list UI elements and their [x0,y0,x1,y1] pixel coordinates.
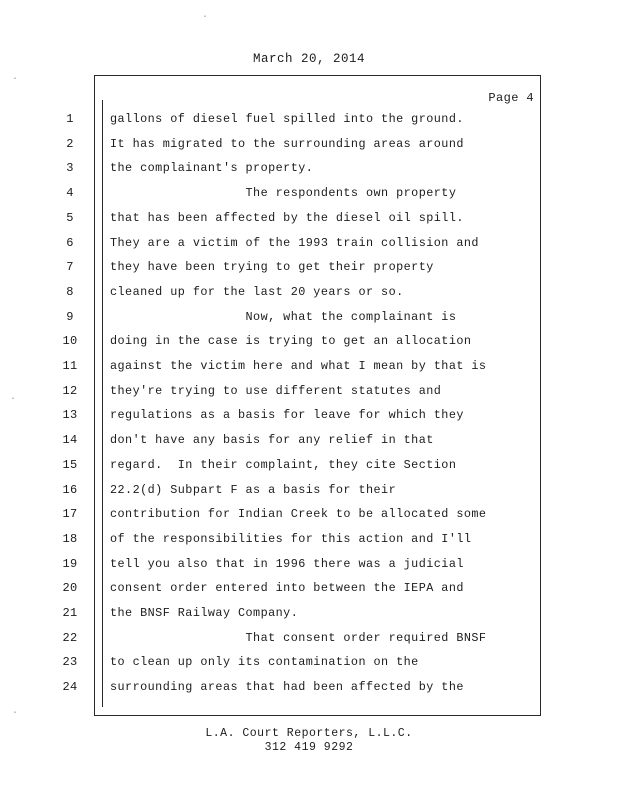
line-text: gallons of diesel fuel spilled into the ground. [110,112,464,126]
line-number: 15 [62,458,78,472]
line-text: That consent order required BNSF [110,631,487,645]
line-text: surrounding areas that had been affected by the [110,680,464,694]
line-number: 5 [66,211,74,225]
line-number: 1 [66,112,74,126]
line-text: The respondents own property [110,186,457,200]
line-number: 19 [62,557,78,571]
line-text: against the victim here and what I mean by that is [110,359,487,373]
line-text: It has migrated to the surrounding areas around [110,137,464,151]
line-number: 12 [62,384,78,398]
scan-speck: · [12,74,19,85]
line-number: 22 [62,631,78,645]
line-text: of the responsibilities for this action and I'll [110,532,472,546]
line-number: 18 [62,532,78,546]
line-number: 23 [62,655,78,669]
line-number: 8 [66,285,74,299]
line-text: Now, what the complainant is [110,310,457,324]
scan-speck: · [10,394,17,405]
line-number: 14 [62,433,78,447]
line-number: 9 [66,310,74,324]
transcript-date: March 20, 2014 [252,52,366,66]
line-text: to clean up only its contamination on the [110,655,419,669]
line-number: 20 [62,581,78,595]
line-text: they have been trying to get their property [110,260,434,274]
scan-speck: · [202,12,209,23]
line-text: cleaned up for the last 20 years or so. [110,285,404,299]
line-text: the complainant's property. [110,161,314,175]
line-number: 24 [62,680,78,694]
line-text: that has been affected by the diesel oil spill. [110,211,464,225]
line-number: 4 [66,186,74,200]
page-label: Page 4 [488,91,534,105]
court-reporter-phone: 312 419 9292 [264,741,354,754]
line-number: 17 [62,507,78,521]
scan-speck: · [12,708,19,719]
line-text: contribution for Indian Creek to be allocated some [110,507,487,521]
line-text: don't have any basis for any relief in that [110,433,434,447]
line-number: 10 [62,334,78,348]
line-number: 21 [62,606,78,620]
line-text: consent order entered into between the IEPA and [110,581,464,595]
line-text: They are a victim of the 1993 train collision and [110,236,479,250]
line-text: the BNSF Railway Company. [110,606,299,620]
line-number: 2 [66,137,74,151]
line-number: 16 [62,483,78,497]
line-text: tell you also that in 1996 there was a judicial [110,557,464,571]
line-number: 11 [62,359,78,373]
line-text: they're trying to use different statutes and [110,384,442,398]
line-number: 13 [62,408,78,422]
line-text: regard. In their complaint, they cite Section [110,458,457,472]
line-number: 3 [66,161,74,175]
line-text: doing in the case is trying to get an allocation [110,334,472,348]
court-reporter-name: L.A. Court Reporters, L.L.C. [205,727,413,740]
line-number: 7 [66,260,74,274]
line-number: 6 [66,236,74,250]
line-text: regulations as a basis for leave for which they [110,408,464,422]
line-text: 22.2(d) Subpart F as a basis for their [110,483,397,497]
